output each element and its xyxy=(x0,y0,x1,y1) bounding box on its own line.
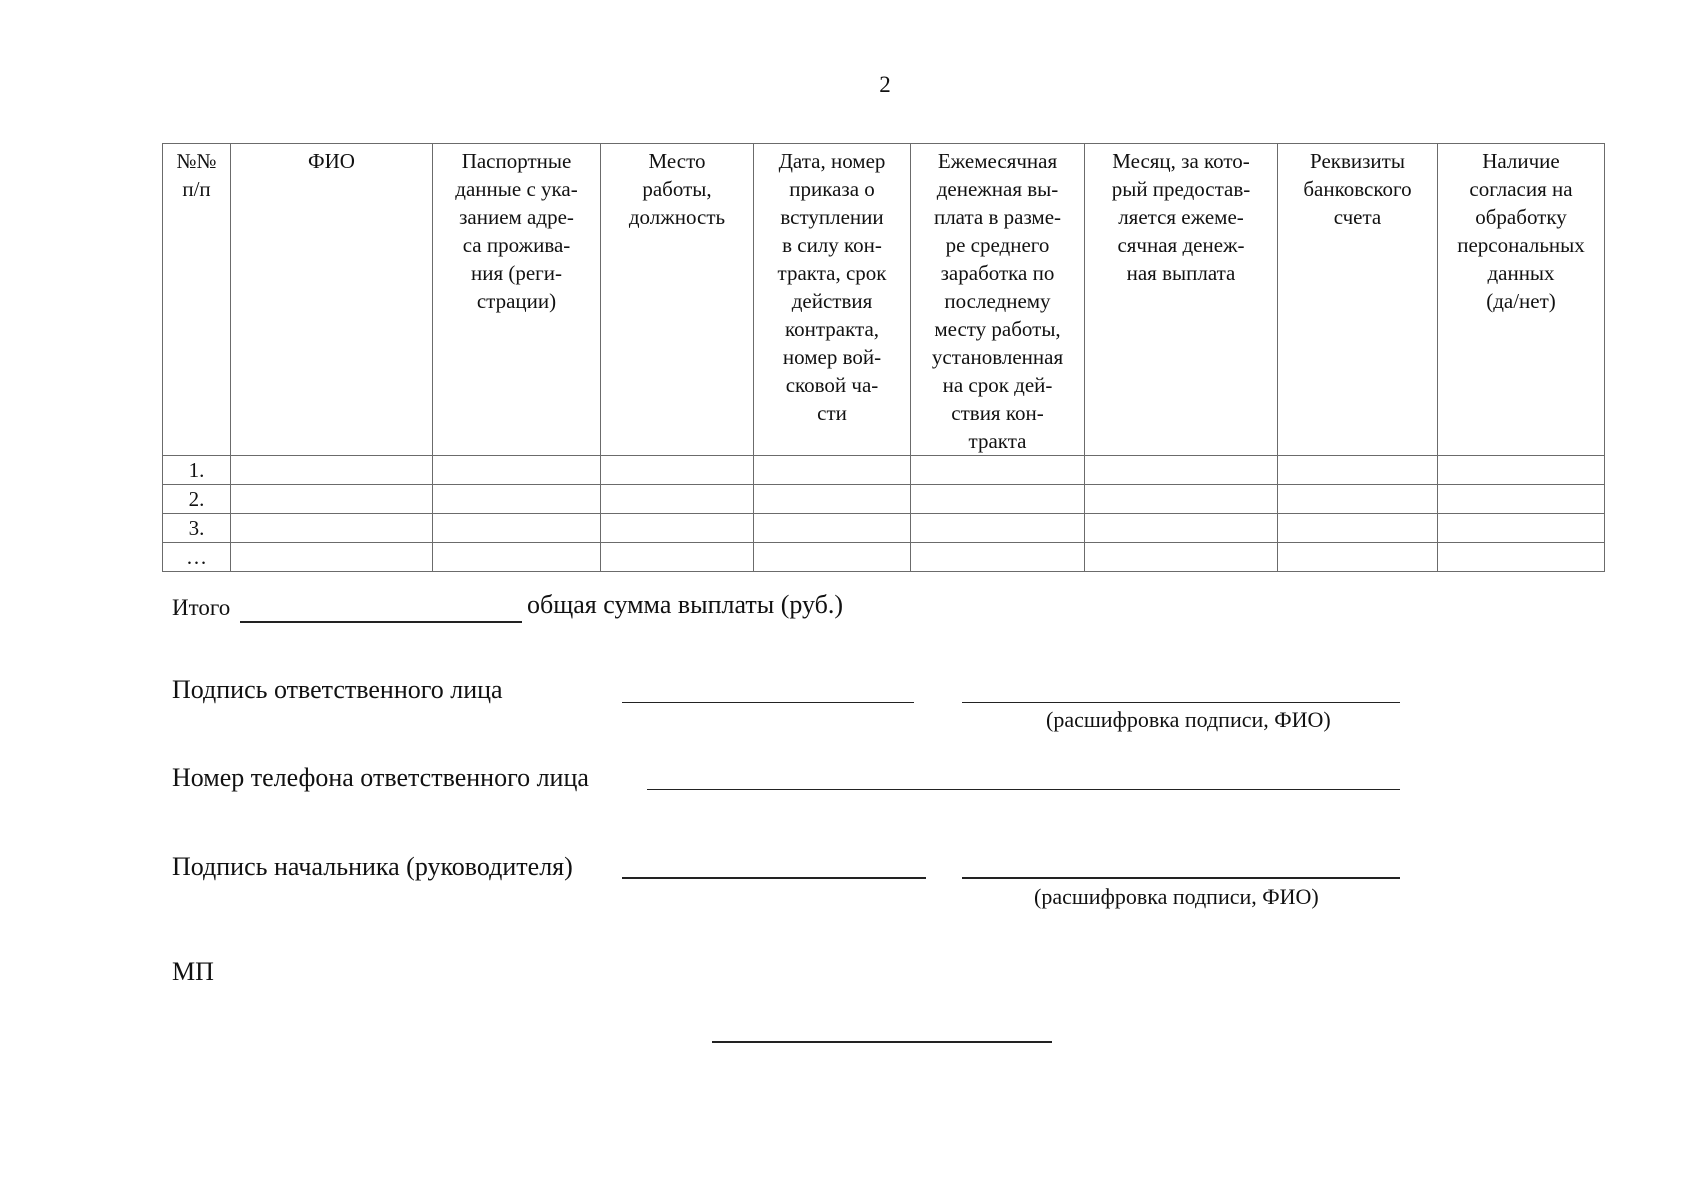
total-label: Итого xyxy=(172,595,231,620)
table-cell[interactable] xyxy=(601,456,754,485)
table-cell[interactable] xyxy=(601,543,754,572)
responsible-signature-line[interactable] xyxy=(622,702,914,703)
table-cell[interactable] xyxy=(231,456,433,485)
responsible-signature-caption: (расшифровка подписи, ФИО) xyxy=(1046,707,1331,732)
table-cell[interactable] xyxy=(433,514,601,543)
total-suffix-label: общая сумма выплаты (руб.) xyxy=(527,590,844,619)
head-signature-line[interactable] xyxy=(622,877,926,879)
table-cell[interactable] xyxy=(1438,543,1605,572)
table-cell[interactable] xyxy=(1438,485,1605,514)
responsible-phone-label: Номер телефона ответственного лица xyxy=(172,763,589,792)
column-header: Паспортные данные с ука- занием адре- са прожива- ния (реги- страции) xyxy=(433,144,601,456)
table-row xyxy=(163,456,1605,485)
table-row xyxy=(163,514,1605,543)
stamp-place-label: МП xyxy=(172,957,214,986)
table-cell[interactable] xyxy=(911,543,1085,572)
table-cell[interactable] xyxy=(433,485,601,514)
table-cell[interactable] xyxy=(601,514,754,543)
table-cell[interactable] xyxy=(1278,485,1438,514)
table-cell[interactable] xyxy=(1085,543,1278,572)
table-cell[interactable] xyxy=(231,514,433,543)
page-number: 2 xyxy=(879,72,891,97)
row-number-cell: … xyxy=(163,543,231,572)
column-header: №№ п/п xyxy=(163,144,231,456)
payment-table xyxy=(162,143,1605,572)
table-cell[interactable] xyxy=(1278,456,1438,485)
column-header: Реквизиты банковского счета xyxy=(1278,144,1438,456)
table-cell[interactable] xyxy=(911,514,1085,543)
column-header: Дата, номер приказа о вступлении в силу кон- тракта, срок действия контракта, номер вой- сковой ча- сти xyxy=(754,144,911,456)
table-cell[interactable] xyxy=(754,456,911,485)
head-signature-caption: (расшифровка подписи, ФИО) xyxy=(1034,884,1319,909)
table-cell[interactable] xyxy=(754,514,911,543)
responsible-signature-label: Подпись ответственного лица xyxy=(172,675,503,704)
table-cell[interactable] xyxy=(1278,543,1438,572)
table-row xyxy=(163,543,1605,572)
table-cell[interactable] xyxy=(433,456,601,485)
total-amount-line[interactable] xyxy=(240,621,522,623)
table-cell[interactable] xyxy=(601,485,754,514)
table-cell[interactable] xyxy=(433,543,601,572)
table-cell[interactable] xyxy=(231,485,433,514)
row-number-cell: 1. xyxy=(163,456,231,485)
column-header: Место работы, должность xyxy=(601,144,754,456)
table-header-row xyxy=(163,144,1605,456)
table-cell[interactable] xyxy=(231,543,433,572)
table-cell[interactable] xyxy=(754,543,911,572)
table-cell[interactable] xyxy=(1438,456,1605,485)
column-header: Наличие согласия на обработку персональных данных (да/нет) xyxy=(1438,144,1605,456)
table-cell[interactable] xyxy=(911,456,1085,485)
table-cell[interactable] xyxy=(1085,485,1278,514)
head-name-line[interactable] xyxy=(962,877,1400,879)
table-cell[interactable] xyxy=(1438,514,1605,543)
table-cell[interactable] xyxy=(754,485,911,514)
table-cell[interactable] xyxy=(1085,456,1278,485)
responsible-name-line[interactable] xyxy=(962,702,1400,703)
head-signature-label: Подпись начальника (руководителя) xyxy=(172,852,573,881)
table-cell[interactable] xyxy=(911,485,1085,514)
table-cell[interactable] xyxy=(1278,514,1438,543)
table-row xyxy=(163,485,1605,514)
responsible-phone-line[interactable] xyxy=(647,789,1400,790)
row-number-cell: 2. xyxy=(163,485,231,514)
column-header: ФИО xyxy=(231,144,433,456)
footer-line xyxy=(712,1041,1052,1043)
column-header: Ежемесячная денежная вы- плата в разме- ре среднего заработка по последнему месту работы, установленная на срок дей- ствия кон- тракта xyxy=(911,144,1085,456)
table-cell[interactable] xyxy=(1085,514,1278,543)
column-header: Месяц, за кото- рый предостав- ляется ежеме- сячная денеж- ная выплата xyxy=(1085,144,1278,456)
row-number-cell: 3. xyxy=(163,514,231,543)
